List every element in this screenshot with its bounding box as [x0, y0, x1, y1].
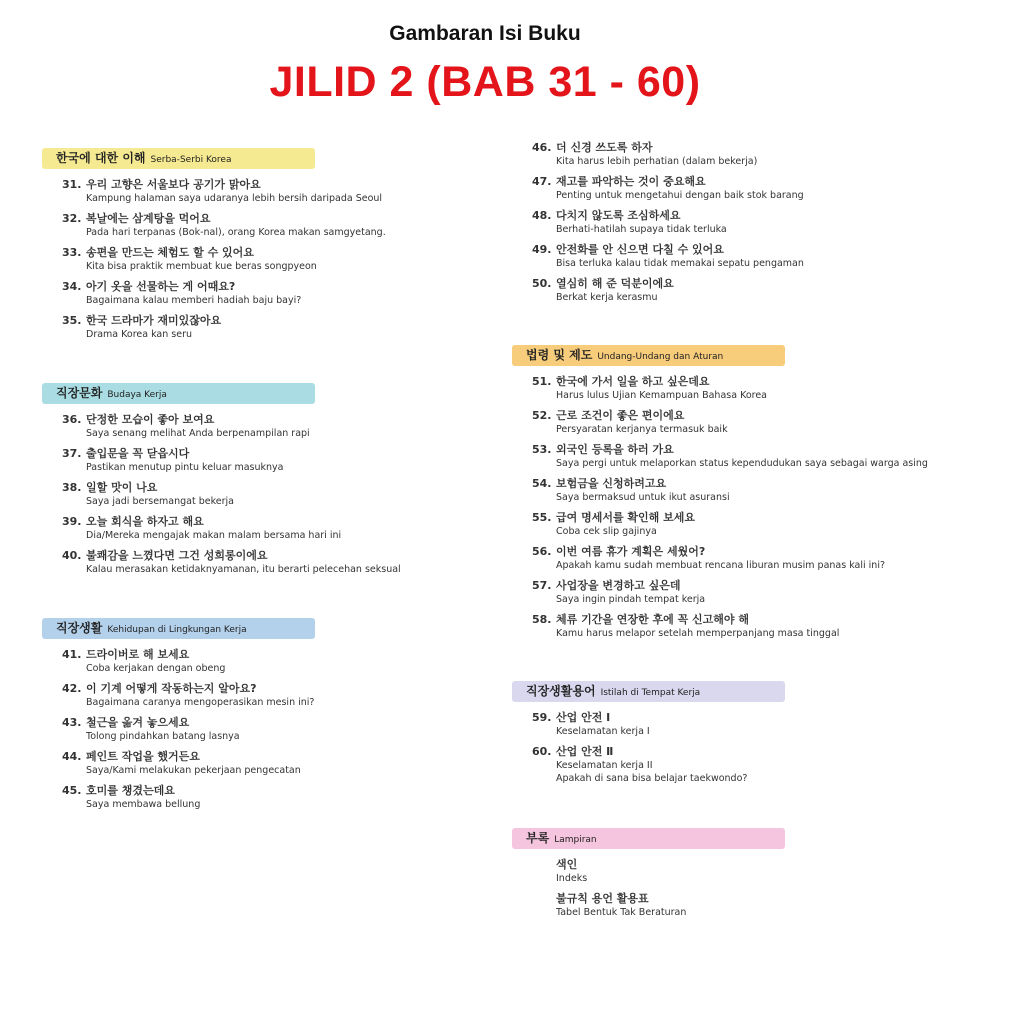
appendix-title-id: Tabel Bentuk Tak Beraturan [556, 907, 687, 918]
chapter-title-kr: 송편을 만드는 체험도 할 수 있어요 [86, 246, 254, 259]
chapter-number: 34. [62, 280, 82, 293]
chapter-title-kr: 일할 맛이 나요 [86, 481, 158, 494]
chapter-item [532, 612, 1010, 640]
chapter-title-kr: 철근을 옮겨 놓으세요 [86, 716, 190, 729]
appendix-item [532, 891, 1010, 919]
chapter-number: 36. [62, 413, 82, 426]
chapter-number: 46. [532, 141, 552, 154]
section-title-id: Budaya Kerja [107, 390, 167, 400]
chapter-title-id: Harus lulus Ujian Kemampuan Bahasa Korea [556, 390, 767, 401]
chapter-title-id: Persyaratan kerjanya termasuk baik [556, 424, 728, 435]
section-header-lampiran [512, 828, 785, 849]
chapter-number: 56. [532, 545, 552, 558]
section-title-kr: 직장생활용어 [526, 684, 596, 698]
chapter-item [532, 374, 1010, 402]
chapter-title-kr: 근로 조건이 좋은 편이에요 [556, 409, 685, 422]
chapter-item [532, 276, 1010, 304]
chapter-number: 42. [62, 682, 82, 695]
section-title-id: Serba-Serbi Korea [150, 155, 232, 165]
chapter-item [62, 313, 485, 341]
section-title-kr: 한국에 대한 이해 [56, 151, 146, 165]
chapter-number: 32. [62, 212, 82, 225]
chapter-title-id: Saya bermaksud untuk ikut asuransi [556, 492, 730, 503]
chapter-number: 53. [532, 443, 552, 456]
chapter-item [532, 544, 1010, 572]
chapter-title-id: Kita harus lebih perhatian (dalam bekerja) [556, 156, 758, 167]
chapter-item [62, 177, 485, 205]
chapter-title-id: Dia/Mereka mengajak makan malam bersama hari ini [86, 530, 342, 541]
chapter-title-kr: 드라이버로 해 보세요 [86, 648, 190, 661]
chapter-item [532, 442, 1010, 470]
chapter-number: 45. [62, 784, 82, 797]
chapter-number: 50. [532, 277, 552, 290]
chapter-item [532, 140, 1010, 168]
chapter-title-id: Penting untuk mengetahui dengan baik stok barang [556, 190, 804, 201]
chapter-item [62, 715, 485, 743]
section-header-kehidupan [42, 618, 315, 639]
chapter-number: 51. [532, 375, 552, 388]
left-column [40, 147, 485, 817]
chapter-title-kr: 복날에는 삼계탕을 먹어요 [86, 212, 211, 225]
chapter-title-kr: 사업장을 변경하고 싶은데 [556, 579, 681, 592]
section-title-id: Undang-Undang dan Aturan [597, 352, 724, 362]
chapter-item [62, 514, 485, 542]
chapter-number: 38. [62, 481, 82, 494]
chapter-item [532, 510, 1010, 538]
chapter-title-kr: 열심히 해 준 덕분이에요 [556, 277, 674, 290]
chapter-item [532, 476, 1010, 504]
chapter-title-id: Berhati-hatilah supaya tidak terluka [556, 224, 727, 235]
chapter-number: 39. [62, 515, 82, 528]
chapter-number: 47. [532, 175, 552, 188]
chapter-item [532, 174, 1010, 202]
chapter-title-id: Saya jadi bersemangat bekerja [86, 496, 234, 507]
appendix-title-kr: 색인 [556, 858, 578, 871]
chapter-item [62, 681, 485, 709]
chapter-title-kr: 이번 여름 휴가 계획은 세웠어? [556, 545, 706, 558]
chapter-list [510, 374, 1010, 640]
chapter-item [532, 208, 1010, 236]
section-title-kr: 법령 및 제도 [526, 348, 593, 362]
chapter-number: 44. [62, 750, 82, 763]
chapter-number: 55. [532, 511, 552, 524]
appendix-item [532, 857, 1010, 885]
chapter-title-kr: 한국 드라마가 재미있잖아요 [86, 314, 222, 327]
chapter-number: 41. [62, 648, 82, 661]
chapter-title-id: Pada hari terpanas (Bok-nal), orang Korea makan samgyetang. [86, 227, 386, 238]
chapter-title-kr: 불쾌감을 느꼈다면 그건 성희롱이에요 [86, 549, 268, 562]
section-title-kr: 직장생활 [56, 621, 103, 635]
chapter-title-kr: 안전화를 안 신으면 다칠 수 있어요 [556, 243, 724, 256]
section-title-id: Istilah di Tempat Kerja [600, 688, 701, 698]
chapter-title-id: Kamu harus melapor setelah memperpanjang masa tinggal [556, 628, 840, 639]
chapter-item [62, 245, 485, 273]
chapter-number: 59. [532, 711, 552, 724]
chapter-number: 60. [532, 745, 552, 758]
chapter-item [62, 647, 485, 675]
chapter-title-id: Bagaimana caranya mengoperasikan mesin ini? [86, 697, 315, 708]
chapter-subtitle-id: Apakah di sana bisa belajar taekwondo? [556, 773, 748, 784]
chapter-number: 37. [62, 447, 82, 460]
chapter-title-id: Berkat kerja kerasmu [556, 292, 658, 303]
chapter-number: 48. [532, 209, 552, 222]
chapter-title-id: Bagaimana kalau memberi hadiah baju bayi? [86, 295, 302, 306]
chapter-title-id: Saya pergi untuk melaporkan status kependudukan saya sebagai warga asing [556, 458, 928, 469]
right-column [510, 140, 1010, 925]
chapter-title-id: Keselamatan kerja II [556, 760, 653, 771]
chapter-number: 33. [62, 246, 82, 259]
chapter-title-id: Apakah kamu sudah membuat rencana liburan musim panas kali ini? [556, 560, 885, 571]
chapter-list [510, 140, 1010, 304]
chapter-title-kr: 급여 명세서를 확인해 보세요 [556, 511, 695, 524]
section-title-kr: 부록 [526, 831, 550, 845]
chapter-title-id: Tolong pindahkan batang lasnya [86, 731, 240, 742]
chapter-title-kr: 체류 기간을 연장한 후에 꼭 신고해야 해 [556, 613, 749, 626]
book-subtitle: Gambaran Isi Buku [389, 22, 581, 45]
chapter-title-kr: 더 신경 쓰도록 하자 [556, 141, 653, 154]
chapter-number: 54. [532, 477, 552, 490]
chapter-item [62, 480, 485, 508]
chapter-title-kr: 외국인 등록을 하러 가요 [556, 443, 674, 456]
chapter-title-id: Drama Korea kan seru [86, 329, 193, 340]
chapter-number: 40. [62, 549, 82, 562]
chapter-item [532, 408, 1010, 436]
section-title-id: Kehidupan di Lingkungan Kerja [107, 625, 247, 635]
chapter-title-id: Kalau merasakan ketidaknyamanan, itu berarti pelecehan seksual [86, 564, 401, 575]
chapter-item [62, 279, 485, 307]
chapter-title-kr: 단정한 모습이 좋아 보여요 [86, 413, 215, 426]
chapter-item [62, 211, 485, 239]
section-title-kr: 직장문화 [56, 386, 103, 400]
chapter-title-kr: 보험금을 신청하려고요 [556, 477, 667, 490]
chapter-item [62, 446, 485, 474]
chapter-title-id: Saya membawa bellung [86, 799, 201, 810]
section-header-undang [512, 345, 785, 366]
chapter-title-id: Coba cek slip gajinya [556, 526, 657, 537]
chapter-item [532, 242, 1010, 270]
chapter-list [510, 710, 1010, 785]
appendix-title-kr: 불규칙 용언 활용표 [556, 892, 649, 905]
appendix-title-id: Indeks [556, 873, 588, 884]
chapter-title-id: Kita bisa praktik membuat kue beras songpyeon [86, 261, 317, 272]
appendix-list [510, 857, 1010, 919]
chapter-item [532, 744, 1010, 785]
chapter-title-kr: 오늘 회식을 하자고 해요 [86, 515, 204, 528]
chapter-title-kr: 한국에 가서 일을 하고 싶은데요 [556, 375, 710, 388]
section-header-istilah [512, 681, 785, 702]
chapter-title-id: Saya senang melihat Anda berpenampilan rapi [86, 428, 310, 439]
chapter-title-kr: 출입문을 꼭 닫읍시다 [86, 447, 190, 460]
chapter-number: 49. [532, 243, 552, 256]
chapter-title-id: Bisa terluka kalau tidak memakai sepatu pengaman [556, 258, 804, 269]
section-header-serba-serbi [42, 148, 315, 169]
chapter-title-kr: 재고를 파악하는 것이 중요해요 [556, 175, 706, 188]
chapter-list [40, 412, 485, 576]
volume-title: JILID 2 (BAB 31 - 60) [269, 58, 701, 106]
chapter-title-kr: 산업 안전 Ⅰ [556, 711, 611, 724]
chapter-list [40, 177, 485, 341]
section-header-budaya-kerja [42, 383, 315, 404]
chapter-list [40, 647, 485, 811]
chapter-title-kr: 페인트 작업을 했거든요 [86, 750, 200, 763]
chapter-item [62, 749, 485, 777]
chapter-title-kr: 다치지 않도록 조심하세요 [556, 209, 681, 222]
section-title-id: Lampiran [554, 835, 597, 845]
chapter-title-kr: 산업 안전 Ⅱ [556, 745, 614, 758]
chapter-number: 57. [532, 579, 552, 592]
chapter-title-id: Saya ingin pindah tempat kerja [556, 594, 706, 605]
chapter-number: 52. [532, 409, 552, 422]
chapter-number: 58. [532, 613, 552, 626]
chapter-number: 43. [62, 716, 82, 729]
chapter-title-id: Keselamatan kerja I [556, 726, 650, 737]
chapter-title-id: Kampung halaman saya udaranya lebih bersih daripada Seoul [86, 193, 383, 204]
chapter-title-id: Coba kerjakan dengan obeng [86, 663, 226, 674]
chapter-item [62, 783, 485, 811]
chapter-title-kr: 호미를 챙겼는데요 [86, 784, 175, 797]
chapter-title-id: Saya/Kami melakukan pekerjaan pengecatan [86, 765, 301, 776]
chapter-item [62, 548, 485, 576]
chapter-item [532, 578, 1010, 606]
chapter-number: 35. [62, 314, 82, 327]
chapter-title-id: Pastikan menutup pintu keluar masuknya [86, 462, 284, 473]
chapter-number: 31. [62, 178, 82, 191]
chapter-item [62, 412, 485, 440]
chapter-item [532, 710, 1010, 738]
chapter-title-kr: 아기 옷을 선물하는 게 어때요? [86, 280, 236, 293]
chapter-title-kr: 이 기계 어떻게 작동하는지 알아요? [86, 682, 257, 695]
chapter-title-kr: 우리 고향은 서울보다 공기가 맑아요 [86, 178, 261, 191]
